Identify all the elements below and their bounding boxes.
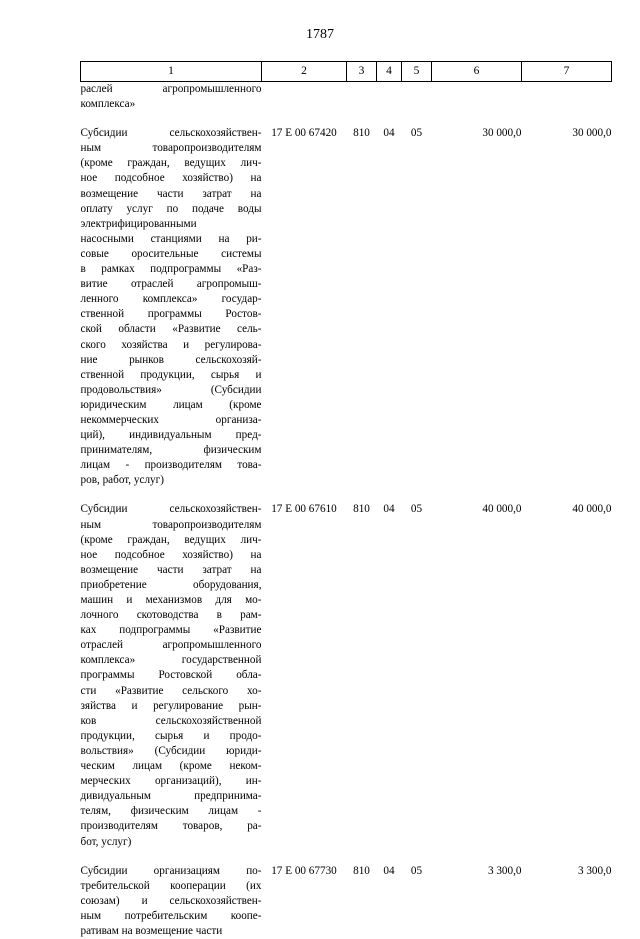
text-line: в рамках подпрограммы «Раз- bbox=[80, 263, 262, 276]
text-line: ственной программы Ростов- bbox=[80, 308, 262, 321]
text-line: насосными станциями на ри- bbox=[80, 232, 262, 245]
text-line: ков сельскохозяйственной bbox=[80, 714, 262, 727]
text-line: комплекса» государственной bbox=[80, 654, 262, 667]
text-line: Субсидии сельскохозяйствен- bbox=[80, 503, 262, 516]
text-line: телям, физическим лицам - bbox=[80, 805, 262, 818]
page-number: 1787 bbox=[306, 27, 334, 42]
text-line: ках подпрограммы «Развитие bbox=[80, 624, 262, 637]
row-code: 17 Е 00 67610 bbox=[271, 503, 337, 516]
text-line: ным товаропроизводителям bbox=[80, 518, 262, 531]
text-line: продукции, сырья и продо- bbox=[80, 729, 262, 742]
text-line: вольствия» (Субсидии юриди- bbox=[80, 744, 262, 757]
row-col4: 04 bbox=[383, 127, 395, 140]
row-col6-amount: 3 300,0 bbox=[487, 864, 522, 877]
row-col7-amount: 40 000,0 bbox=[572, 503, 612, 516]
row-col3: 810 bbox=[353, 864, 370, 877]
column-header-3: 3 bbox=[347, 62, 377, 82]
row-description bbox=[81, 112, 262, 488]
continuation-row bbox=[81, 82, 612, 113]
table-row bbox=[81, 112, 612, 488]
text-line: ленного комплекса» государ- bbox=[80, 293, 262, 306]
text-line: оплату услуг по подаче воды bbox=[80, 202, 262, 215]
text-line: бот, услуг) bbox=[80, 835, 132, 848]
text-line: ческим лицам (кроме неком- bbox=[80, 760, 262, 773]
text-line: возмещение части затрат на bbox=[80, 187, 262, 200]
row-col3: 810 bbox=[353, 503, 370, 516]
column-header-row bbox=[81, 62, 612, 82]
row-col7-amount: 3 300,0 bbox=[577, 864, 612, 877]
column-header-4: 4 bbox=[377, 62, 402, 82]
text-line: ное подсобное хозяйство) на bbox=[80, 172, 262, 185]
row-col7-amount: 30 000,0 bbox=[572, 127, 612, 140]
text-line: машин и механизмов для мо- bbox=[80, 594, 262, 606]
row-col4: 04 bbox=[383, 864, 395, 877]
text-line: раслей агропромышленного bbox=[80, 83, 262, 95]
text-line: продовольствия» (Субсидии bbox=[80, 383, 262, 396]
text-line: комплекса» bbox=[80, 98, 136, 111]
column-header-6: 6 bbox=[432, 62, 522, 82]
row-col5: 05 bbox=[410, 127, 423, 140]
text-line: зяйства и регулирование рын- bbox=[80, 699, 262, 712]
table-row bbox=[81, 850, 612, 939]
text-line: ского хозяйства и регулирова- bbox=[80, 338, 262, 351]
row-col5: 05 bbox=[410, 503, 423, 516]
text-line: ративам на возмещение части bbox=[80, 924, 223, 937]
row-col4: 04 bbox=[383, 503, 395, 516]
row-col6-amount: 40 000,0 bbox=[482, 503, 522, 516]
text-line: витие отраслей агропромыш- bbox=[80, 278, 262, 291]
text-line: ров, работ, услуг) bbox=[80, 474, 164, 487]
text-line: лицам - производителям това- bbox=[80, 459, 262, 472]
text-line: ций), индивидуальным пред- bbox=[80, 429, 262, 442]
row-code: 17 Е 00 67420 bbox=[271, 127, 337, 140]
text-line: принимателям, физическим bbox=[80, 444, 262, 457]
text-line: электрифицированными bbox=[80, 217, 197, 230]
column-header-5: 5 bbox=[402, 62, 432, 82]
text-line: дивидуальным предпринима- bbox=[80, 790, 262, 803]
column-header-1: 1 bbox=[81, 62, 262, 82]
row-col3: 810 bbox=[353, 127, 370, 140]
column-header-2: 2 bbox=[262, 62, 347, 82]
text-line: требительской кооперации (их bbox=[80, 879, 262, 892]
text-line: программы Ростовской обла- bbox=[80, 669, 262, 682]
text-line: ное подсобное хозяйство) на bbox=[80, 548, 262, 561]
text-line: некоммерческих организа- bbox=[80, 413, 262, 426]
row-col6-amount: 30 000,0 bbox=[482, 127, 522, 140]
text-line: ственной продукции, сырья и bbox=[80, 368, 262, 381]
row-col5: 05 bbox=[410, 864, 423, 877]
text-line: Субсидии организациям по- bbox=[80, 864, 262, 877]
text-line: (кроме граждан, ведущих лич- bbox=[80, 157, 262, 170]
column-header-7: 7 bbox=[522, 62, 612, 82]
text-line: мерческих организаций), ин- bbox=[80, 775, 262, 788]
text-line: (кроме граждан, ведущих лич- bbox=[80, 533, 262, 546]
budget-table bbox=[80, 61, 612, 939]
row-description bbox=[81, 850, 262, 939]
text-line: возмещение части затрат на bbox=[80, 563, 262, 576]
text-line: юридическим лицам (кроме bbox=[80, 398, 262, 411]
text-line: производителям товаров, ра- bbox=[80, 820, 262, 833]
text-line: лочного скотоводства в рам- bbox=[80, 609, 262, 622]
text-line: ным потребительским коопе- bbox=[80, 909, 262, 922]
text-line: ным товаропроизводителям bbox=[80, 142, 262, 155]
text-line: Субсидии сельскохозяйствен- bbox=[80, 127, 262, 140]
row-description bbox=[81, 488, 262, 849]
text-line: совые оросительные системы bbox=[80, 247, 262, 260]
text-line: ние рынков сельскохозяй- bbox=[80, 353, 262, 366]
text-line: приобретение оборудования, bbox=[80, 578, 262, 591]
continuation-text bbox=[81, 82, 262, 113]
row-code: 17 Е 00 67730 bbox=[271, 864, 337, 877]
text-line: сти «Развитие сельского хо- bbox=[80, 684, 262, 697]
table-row bbox=[81, 488, 612, 849]
text-line: союзам) и сельскохозяйствен- bbox=[80, 894, 262, 907]
text-line: ской области «Развитие сель- bbox=[80, 323, 262, 336]
text-line: отраслей агропромышленного bbox=[80, 639, 262, 652]
